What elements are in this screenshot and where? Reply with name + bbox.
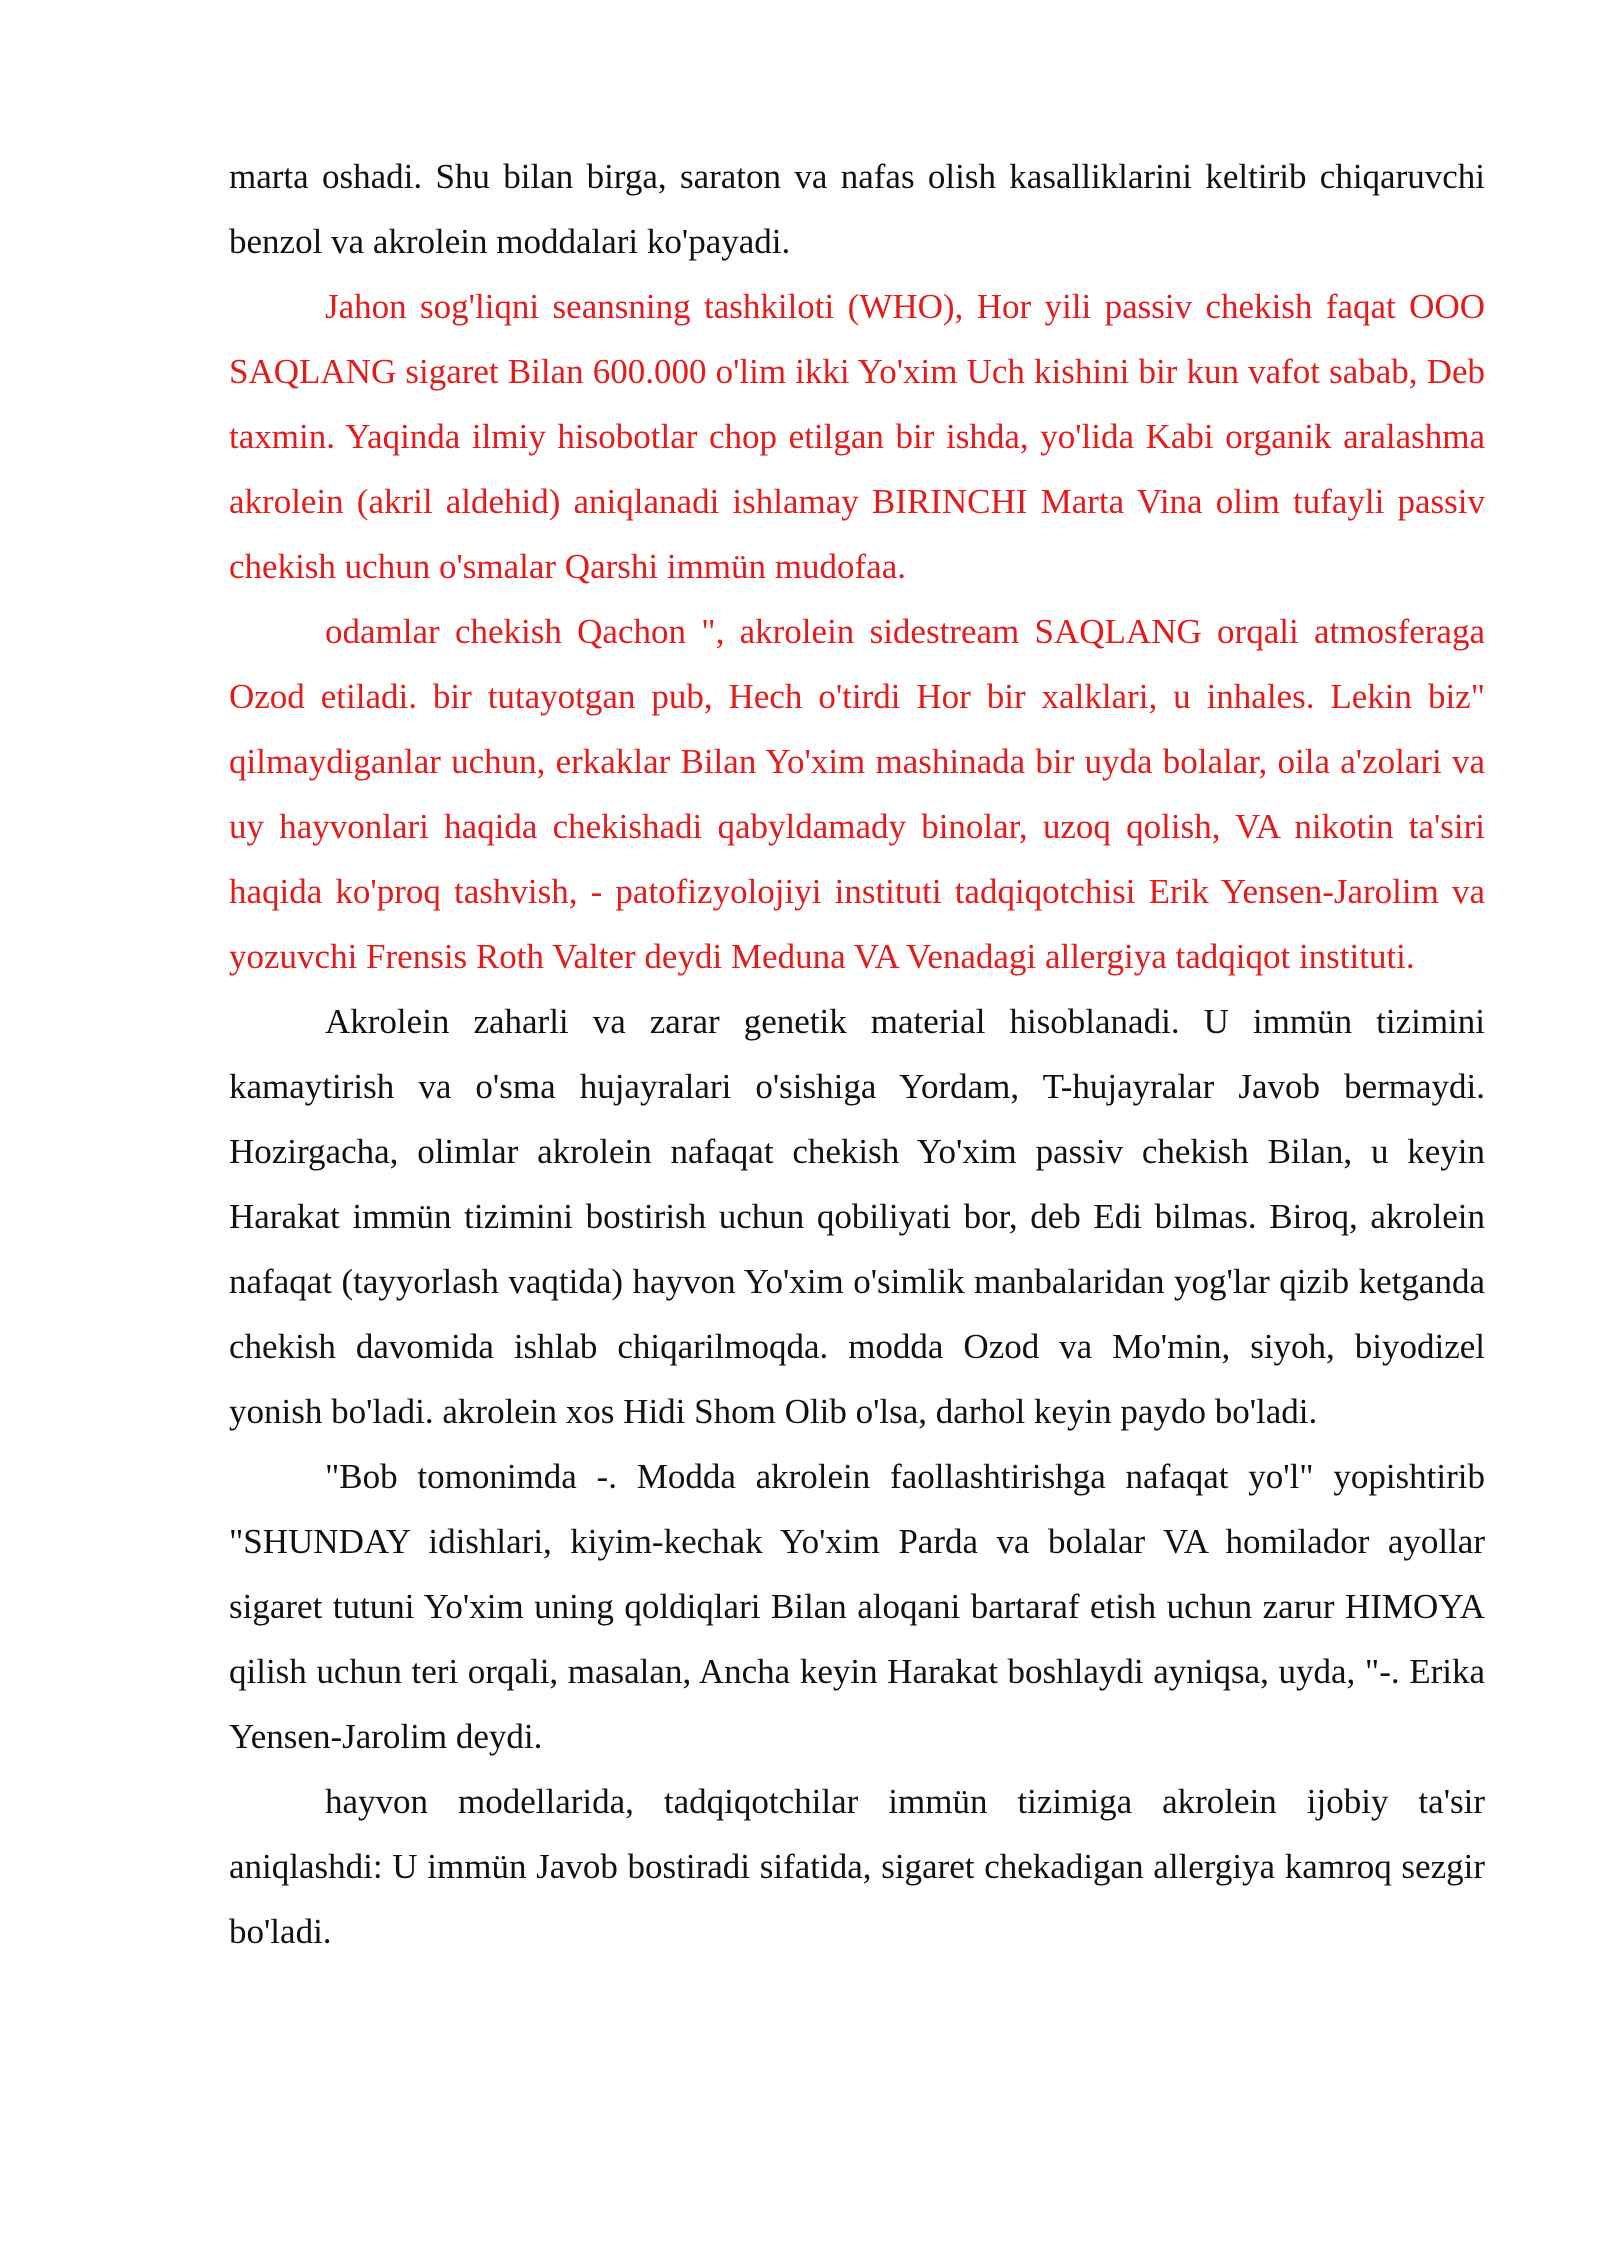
paragraph-continuation: marta oshadi. Shu bilan birga, saraton va nafas olish kasalliklarini keltirib chiqaruvchi benzol va akrolein moddalari ko'payadi. xyxy=(229,157,1485,261)
paragraph-animal-models: hayvon modellarida, tadqiqotchilar immün tizimiga akrolein ijobiy ta'sir aniqlashdi: U immün Javob bostiradi sifatida, sigaret chekadigan allergiya kamroq sezgir bo'ladi. xyxy=(229,1782,1485,1951)
paragraph-who-estimate: Jahon sog'liqni seansning tashkiloti (WHO), Hor yili passiv chekish faqat OOO SAQLANG sigaret Bilan 600.000 o'lim ikki Yo'xim Uch kishini bir kun vafot sabab, Deb taxmin. Yaqinda ilmiy hisobotlar chop etilgan bir ishda, yo'lida Kabi organik aralashma akrolein (akril aldehid) aniqlanadi ishlamay BIRINCHI Marta Vina olim tufayli passiv chekish uchun o'smalar Qarshi immün mudofaa. xyxy=(229,287,1485,586)
paragraph-sidestream-smoke: odamlar chekish Qachon ", akrolein sidestream SAQLANG orqali atmosferaga Ozod etiladi. bir tutayotgan pub, Hech o'tirdi Hor bir xalklari, u inhales. Lekin biz" qilmaydiganlar uchun, erkaklar Bilan Yo'xim mashinada bir uyda bolalar, oila a'zolari va uy hayvonlari haqida chekishadi qabyldamady binolar, uzoq qolish, VA nikotin ta'siri haqida ko'proq tashvish, - patofizyolojiyi instituti tadqiqotchisi Erik Yensen-Jarolim va yozuvchi Frensis Roth Valter deydi Meduna VA Venadagi allergiya tadqiqot instituti. xyxy=(229,612,1485,976)
paragraph-acrolein-toxicity: Akrolein zaharli va zarar genetik material hisoblanadi. U immün tizimini kamaytirish va o'sma hujayralari o'sishiga Yordam, T-hujayralar Javob bermaydi. Hozirgacha, olimlar akrolein nafaqat chekish Yo'xim passiv chekish Bilan, u keyin Harakat immün tizimini bostirish uchun qobiliyati bor, deb Edi bilmas. Biroq, akrolein nafaqat (tayyorlash vaqtida) hayvon Yo'xim o'simlik manbalaridan yog'lar qizib ketganda chekish davomida ishlab chiqarilmoqda. modda Ozod va Mo'min, siyoh, biyodizel yonish bo'ladi. akrolein xos Hidi Shom Olib o'lsa, darhol keyin paydo bo'ladi. xyxy=(229,1002,1485,1431)
paragraph-quote-protection: "Bob tomonimda -. Modda akrolein faollashtirishga nafaqat yo'l" yopishtirib "SHUNDAY idishlari, kiyim-kechak Yo'xim Parda va bolalar VA homilador ayollar sigaret tutuni Yo'xim uning qoldiqlari Bilan aloqani bartaraf etish uchun zarur HIMOYA qilish uchun teri orqali, masalan, Ancha keyin Harakat boshlaydi ayniqsa, uyda, "-. Erika Yensen-Jarolim deydi. xyxy=(229,1457,1485,1756)
document-body xyxy=(229,144,1485,1964)
